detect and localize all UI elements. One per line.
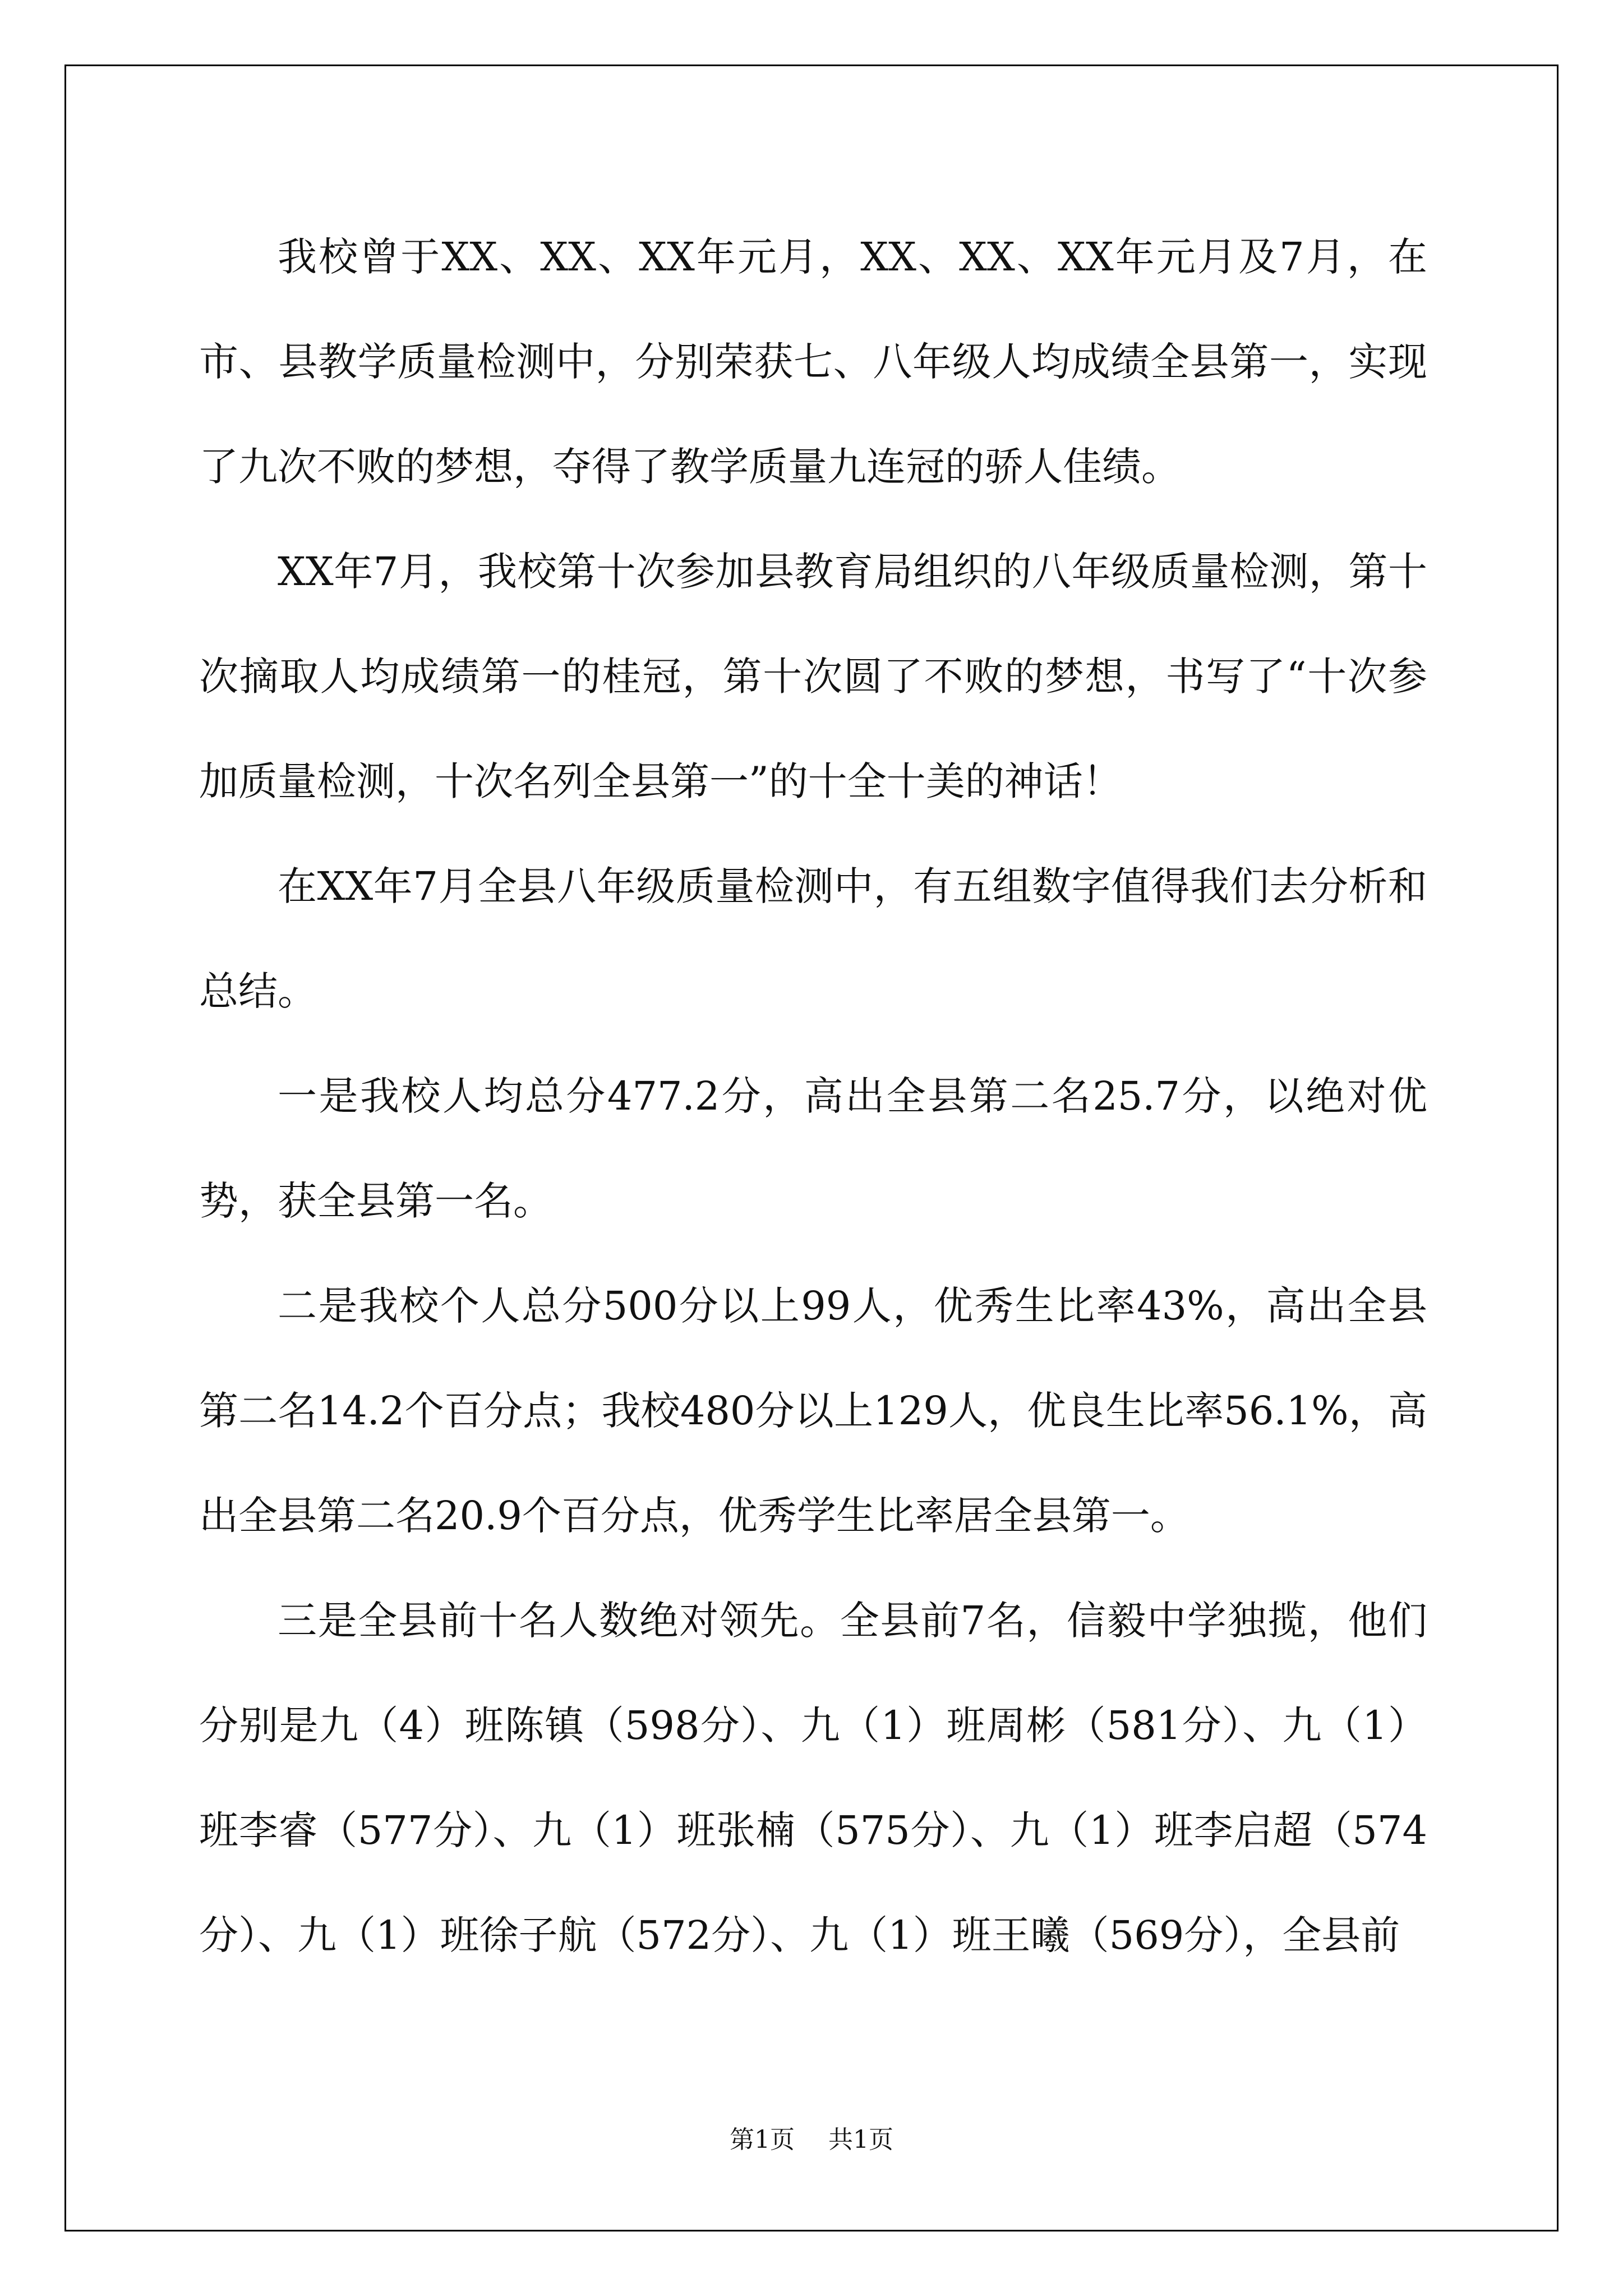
page-total: 共1页 <box>828 2125 893 2154</box>
page-number: 第1页 <box>730 2125 795 2154</box>
page-footer <box>0 2119 1623 2155</box>
paragraph-3: 在XX年7月全县八年级质量检测中，有五组数字值得我们去分析和总结。 <box>199 863 1427 1014</box>
paragraph-2: XX年7月，我校第十次参加县教育局组织的八年级质量检测，第十次摘取人均成绩第一的桂冠，第十次圆了不败的梦想，书写了“十次参加质量检测，十次名列全县第一”的十全十美的神话！ <box>199 549 1427 804</box>
paragraph-6: 三是全县前十名人数绝对领先。全县前7名，信毅中学独揽，他们分别是九（4）班陈镇（598分）、九（1）班周彬（581分）、九（1）班李睿（577分）、九（1）班张楠（575分）、九（1）班李启超（574分）、九（1）班徐子航（572分）、九（1）班王曦（569分），全县前 <box>199 1598 1427 1958</box>
paragraph-4: 一是我校人均总分477.2分，高出全县第二名25.7分，以绝对优势，获全县第一名。 <box>199 1073 1427 1224</box>
document-body <box>199 205 1427 1988</box>
paragraph-5: 二是我校个人总分500分以上99人，优秀生比率43%，高出全县第二名14.2个百分点；我校480分以上129人，优良生比率56.1%，高出全县第二名20.9个百分点，优秀学生比率居全县第一。 <box>199 1283 1427 1539</box>
paragraph-1: 我校曾于XX、XX、XX年元月，XX、XX、XX年元月及7月，在市、县教学质量检测中，分别荣获七、八年级人均成绩全县第一，实现了九次不败的梦想，夺得了教学质量九连冠的骄人佳绩。 <box>199 234 1427 490</box>
